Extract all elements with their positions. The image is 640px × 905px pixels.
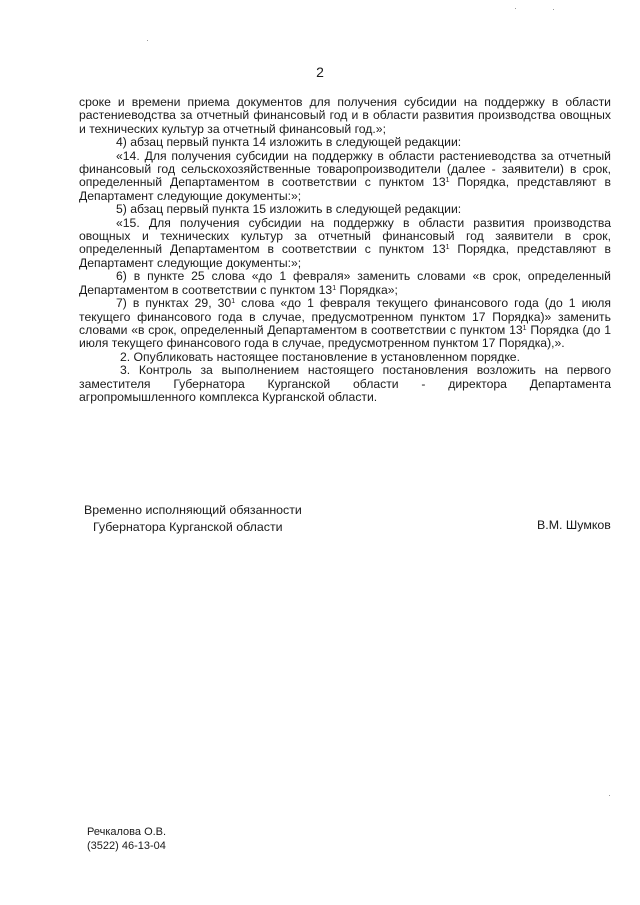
executor-phone: (3522) 46-13-04 — [87, 839, 166, 852]
scan-speck — [147, 40, 148, 41]
item-6-text-a: 6) в пункте 25 слова «до 1 февраля» заменить словами «в срок, определенный Департаментом в соответствии с пунктом 13 — [79, 269, 611, 297]
paragraph-item-4: 4) абзац первый пункта 14 изложить в следующей редакции: — [116, 135, 462, 150]
quote-15-text-a: «15. Для получения субсидии на поддержку в области развития производства овощных и технических культур за отчетный финансовый год заявители в срок, определенный Департаментом в соответствии с пунктом 13 — [79, 215, 611, 257]
paragraph-item-5: 5) абзац первый пункта 15 изложить в следующей редакции: — [116, 202, 462, 217]
item-7-text-c: Порядка (до 1 июля текущего финансового года в случае, предусмотренном пунктом 17 Порядка),». — [79, 322, 611, 351]
signatory-title-line-1: Временно исполняющий обязанности — [84, 503, 302, 517]
page-number: 2 — [316, 64, 324, 80]
document-body — [79, 96, 611, 404]
item-7-text-a: 7) в пунктах 29, 30 — [116, 296, 232, 311]
superscript-1: 1 — [445, 177, 450, 185]
signatory-title — [84, 502, 302, 535]
scan-speck — [515, 8, 516, 9]
paragraph-item-6 — [79, 270, 611, 297]
superscript-1: 1 — [332, 284, 337, 292]
superscript-1: 1 — [522, 324, 527, 332]
superscript-1: 1 — [445, 244, 450, 252]
item-7-text-b: слова «до 1 февраля текущего финансового года (до 1 июля текущего финансового года в случае, предусмотренном пунктом 17 Порядка)» заменить словами «в срок, определенный Департаментом в соответствии с пунктом 13 — [79, 296, 611, 337]
paragraph-item-7 — [79, 297, 611, 351]
quote-14-text-a: «14. Для получения субсидии на поддержку в области растениеводства за отчетный финансовый год сельскохозяйственные товаропроизводители (далее - заявители) в срок, определенный Департаментом в соответствии с пунктом 13 — [79, 148, 611, 190]
executor-name: Речкалова О.В. — [87, 826, 167, 838]
quote-15-text-b: Порядка, представляют в Департамент следующие документы:»; — [79, 242, 611, 270]
paragraph-section-2: 2. Опубликовать настоящее постановление в установленном порядке. — [120, 349, 520, 364]
signatory-name: В.М. Шумков — [537, 518, 611, 532]
paragraph-section-3: 3. Контроль за выполнением настоящего постановления возложить на первого заместителя Губернатора Курганской области - директора Департамента агропромышленного комплекса Курганской области. — [79, 363, 611, 404]
scan-speck — [553, 9, 554, 10]
signatory-title-line-2: Губернатора Курганской области — [93, 519, 283, 534]
paragraph-continuation: сроке и времени приема документов для получения субсидии на поддержку в области растениеводства за отчетный финансовый год и в области развития производства овощных и технических культур за отчетный финансовый год.»; — [79, 95, 611, 136]
item-6-text-b: Порядка»; — [336, 282, 398, 297]
scan-speck — [609, 795, 610, 796]
paragraph-quote-14 — [79, 150, 611, 204]
quote-14-text-b: Порядка, представляют в Департамент следующие документы:»; — [79, 175, 611, 203]
superscript-1: 1 — [231, 298, 236, 306]
paragraph-quote-15 — [79, 217, 611, 271]
executor-block — [87, 826, 166, 853]
